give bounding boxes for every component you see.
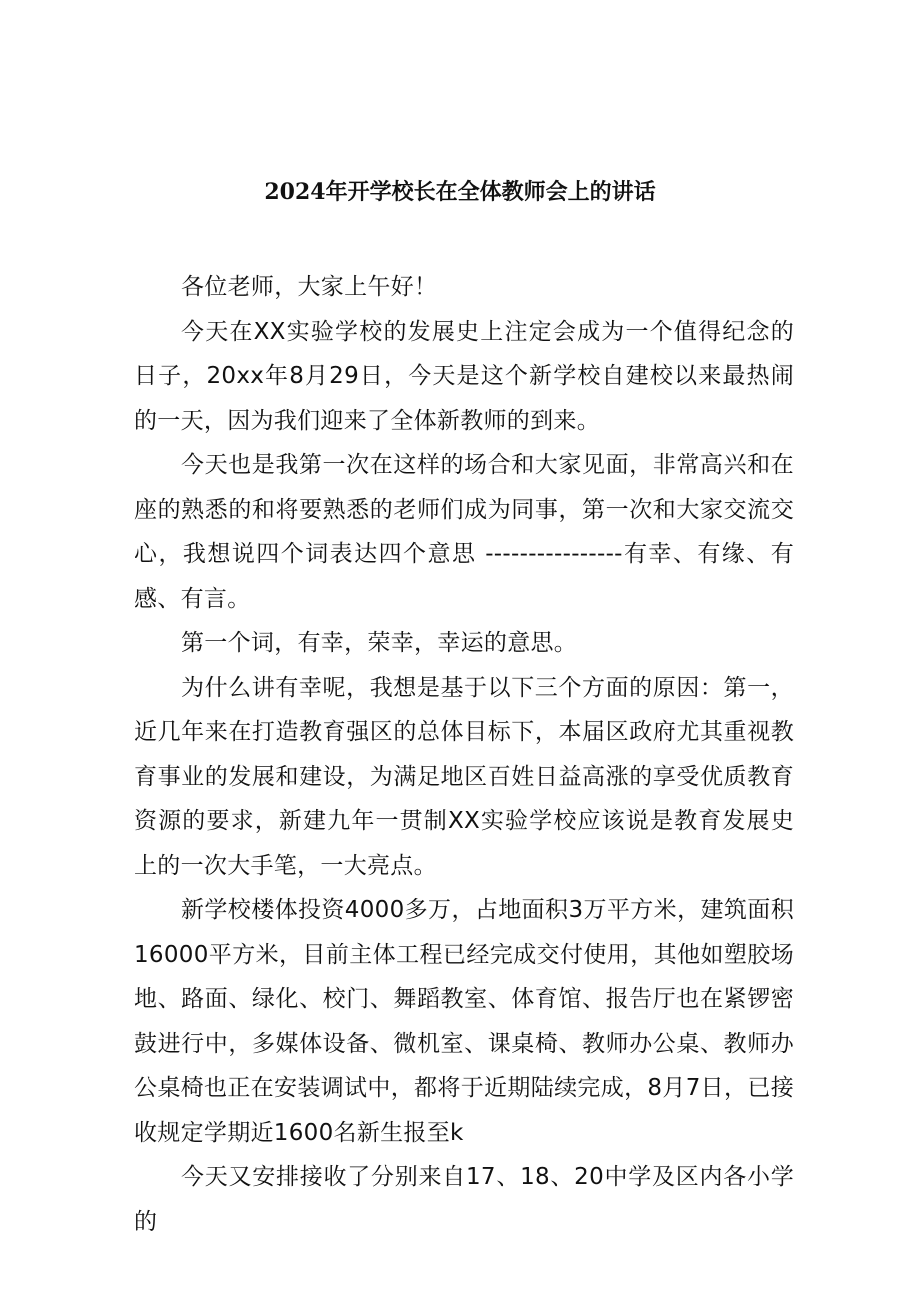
- paragraph-four-words: 今天也是我第一次在这样的场合和大家见面，非常高兴和在座的熟悉的和将要熟悉的老师们成为同事，第一次和大家交流交心，我想说四个词表达四个意思 ----------------有幸、有缘、有感、有言。: [134, 452, 794, 612]
- document-body: [134, 265, 794, 1244]
- document-title: 2024年开学校长在全体教师会上的讲话: [264, 179, 656, 205]
- paragraph-greeting: 各位老师，大家上午好！: [181, 274, 438, 300]
- paragraph-first-word: 第一个词，有幸，荣幸，幸运的意思。: [181, 630, 578, 656]
- paragraph-opening: 今天在XX实验学校的发展史上注定会成为一个值得纪念的日子，20xx年8月29日，今天是这个新学校自建校以来最热闹的一天，因为我们迎来了全体新教师的到来。: [134, 318, 794, 434]
- paragraph-new-staff: 今天又安排接收了分别来自17、18、20中学及区内各小学的: [134, 1164, 794, 1235]
- paragraph-investment: 新学校楼体投资4000多万，占地面积3万平方米，建筑面积16000平方米，目前主体工程已经完成交付使用，其他如塑胶场地、路面、绿化、校门、舞蹈教室、体育馆、报告厅也在紧锣密鼓进行中，多媒体设备、微机室、课桌椅、教师办公桌、教师办公桌椅也正在安装调试中，都将于近期陆续完成，8月7日，已接收规定学期近1600名新生报至k: [134, 897, 794, 1146]
- paragraph-reasons: 为什么讲有幸呢，我想是基于以下三个方面的原因：第一，近几年来在打造教育强区的总体目标下，本届区政府尤其重视教育事业的发展和建设，为满足地区百姓日益高涨的享受优质教育资源的要求，新建九年一贯制XX实验学校应该说是教育发展史上的一次大手笔，一大亮点。: [134, 674, 794, 879]
